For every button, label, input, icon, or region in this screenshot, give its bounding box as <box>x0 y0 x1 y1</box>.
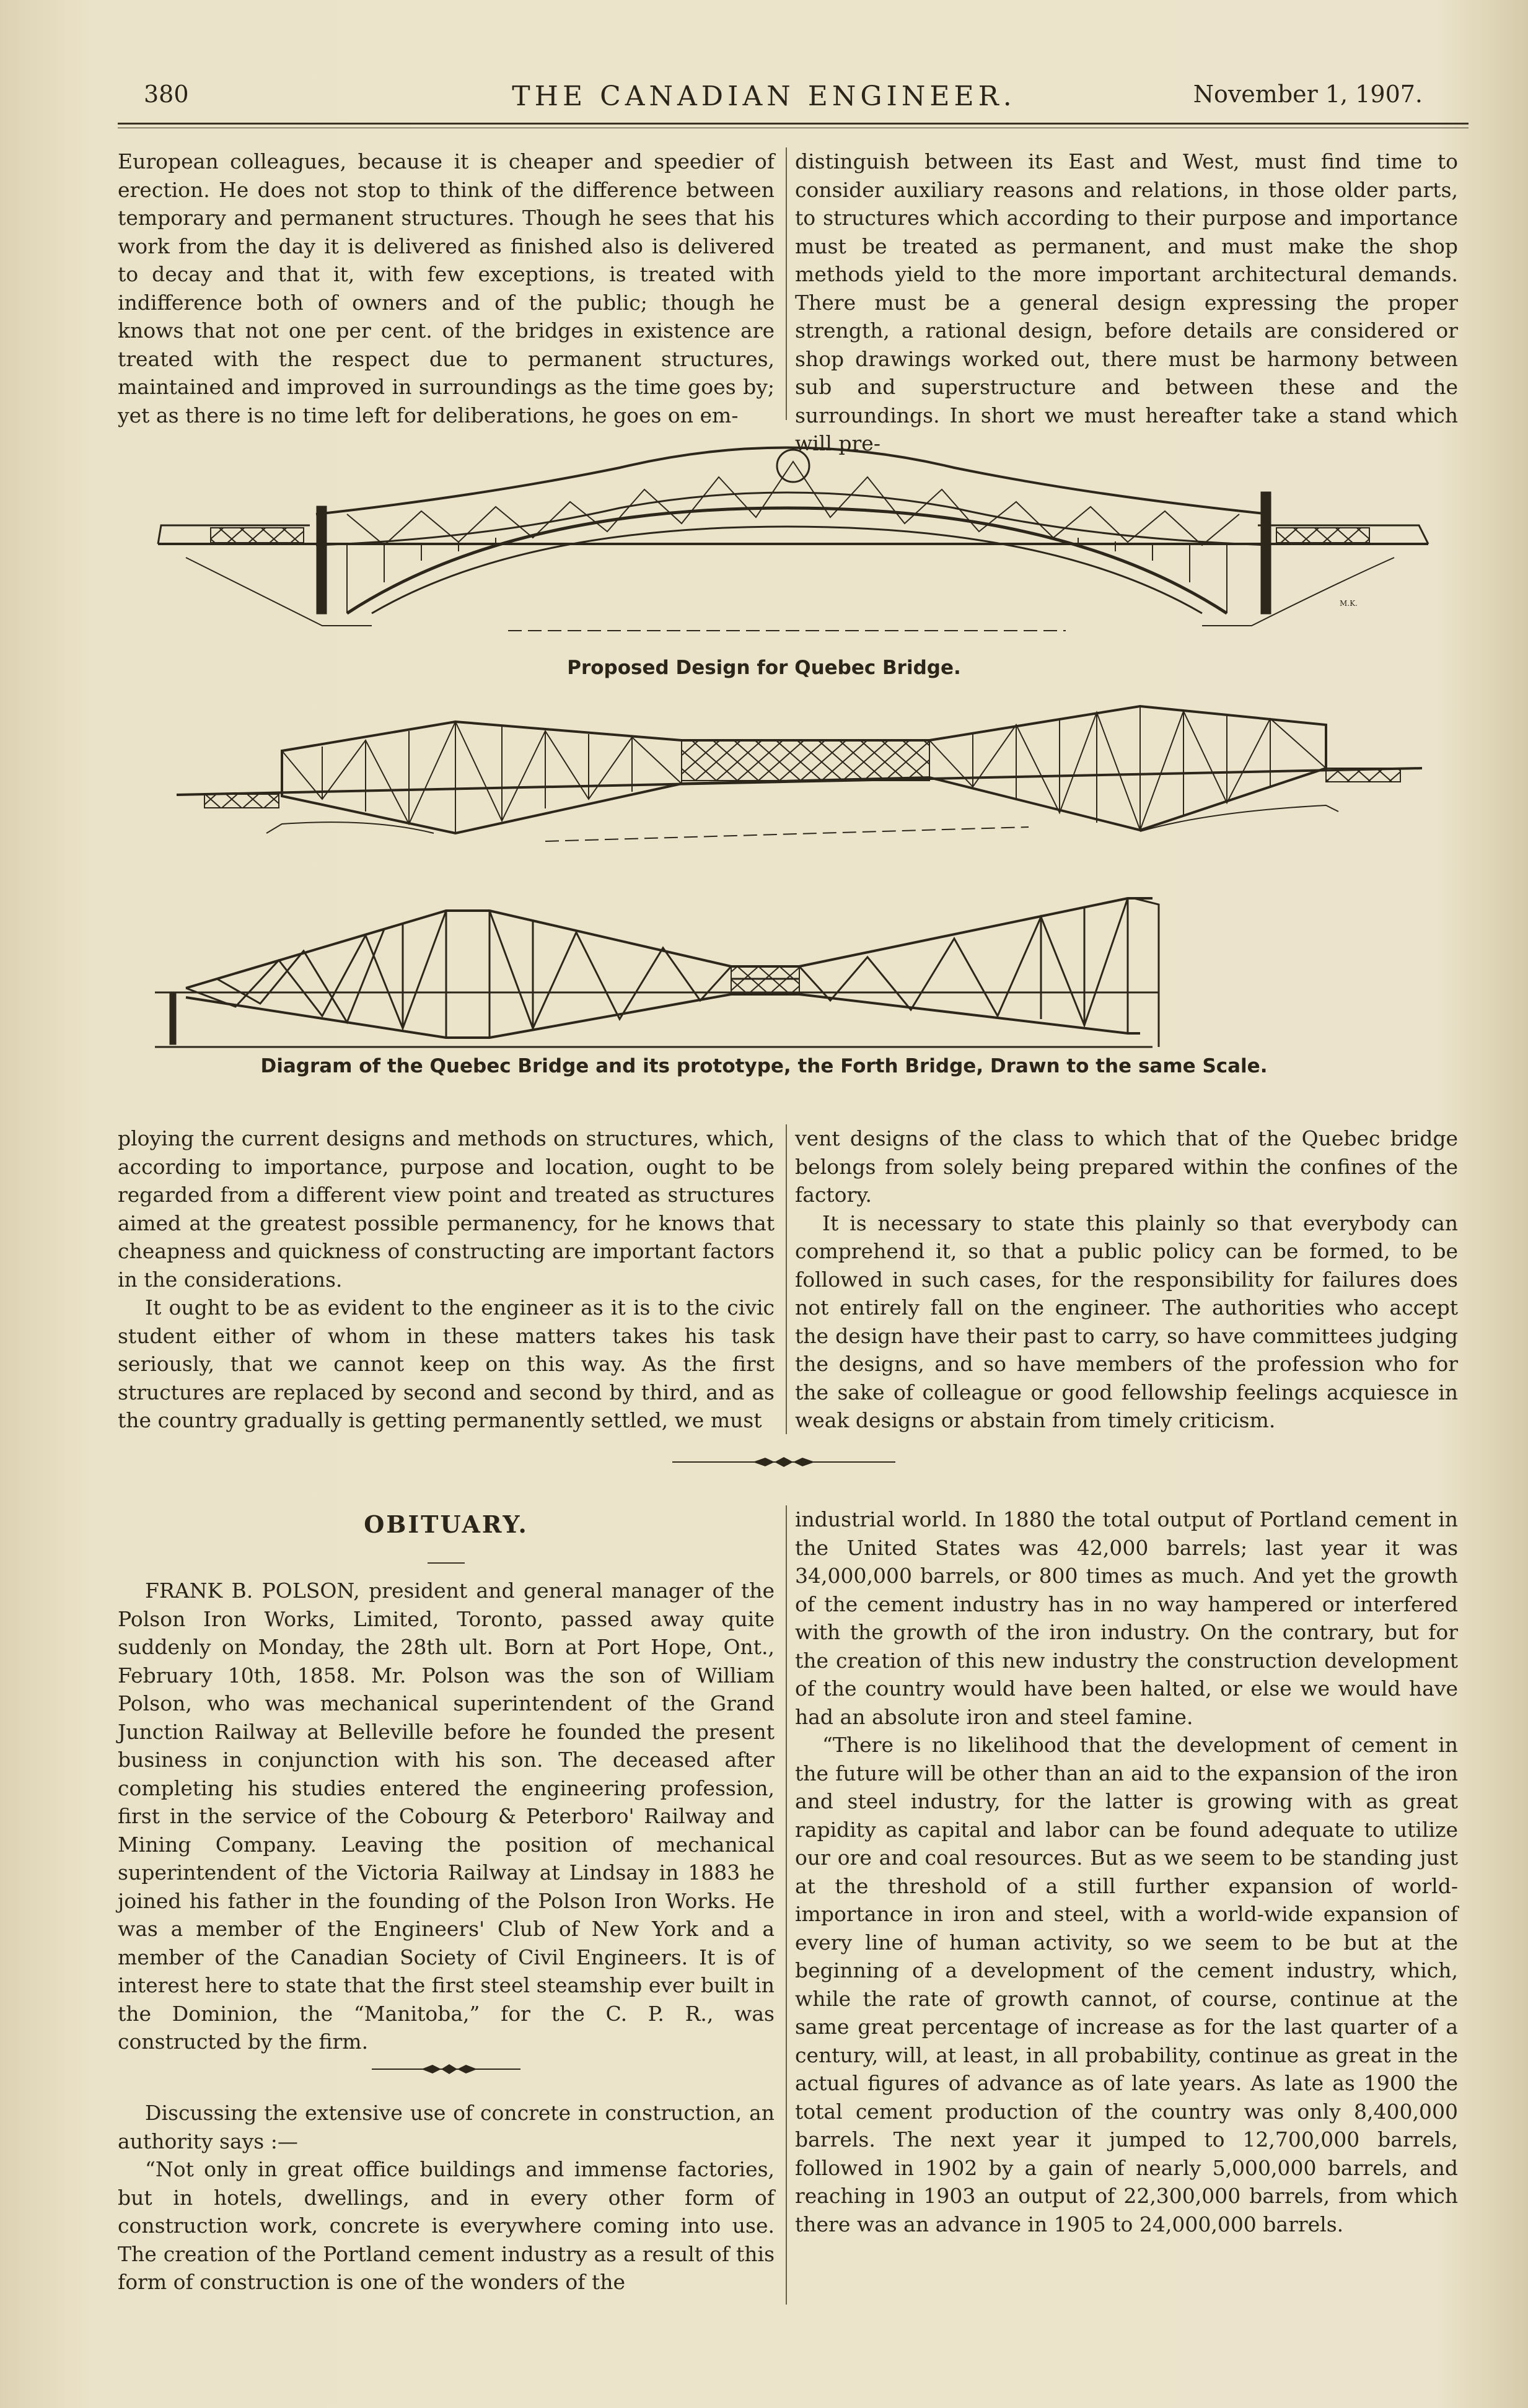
obituary-column <box>118 1577 775 2056</box>
issue-date: November 1, 1907. <box>1193 81 1423 108</box>
concrete-intro: Discussing the extensive use of concrete in construction, an authority says :— <box>118 2101 775 2153</box>
concrete-left-column <box>118 2099 775 2296</box>
concrete-right-p1: industrial world. In 1880 the total output of Portland cement in the United States was 42,000 barrels; last year it was 34,000,000 barrels, or 800 times as much. And yet the growth of the cement industry has in no way hampered or interfered with the growth of the iron industry. On the contrary, but for the creation of this new industry the construction development of the country would have been halted, or else we would have had an absolute iron and steel famine. <box>795 1507 1458 1729</box>
middle-right-p1: vent designs of the class to which that of the Quebec bridge belongs from solely being prepared within the confines of the factory. <box>795 1126 1458 1207</box>
column-divider-middle <box>786 1124 787 1434</box>
concrete-right-column <box>795 1505 1458 2238</box>
caption-proposed-design: Proposed Design for Quebec Bridge. <box>567 657 961 679</box>
artist-mark: M.K. <box>1340 599 1358 608</box>
concrete-right-p2: “There is no likelihood that the development of cement in the future will be other than an aid to the expansion of the iron and steel industry, for the latter is growing with as great rapidity as capital and labor can be found adequate to utilize our ore and coal resources. But as we seem to be standing just at the threshold of a still further expansion of world-importance in iron and steel, with a world-wide expansion of every line of human activity, so we seem to be but at the beginning of a development of the cement industry, which, while the rate of growth cannot, of course, continue at the same great percentage of increase as for the last quarter of a century, will, at least, in all probability, continue as great in the actual figures of advance as of late years. As late as 1900 the total cement production of the country was only 8,400,000 barrels. The next year it jumped to 12,700,000 barrels, followed in 1902 by a gain of nearly 5,000,000 barrels, and reaching in 1903 an output of 22,300,000 barrels, from which there was an advance in 1905 to 24,000,000 barrels. <box>795 1733 1458 2236</box>
top-left-text: European colleagues, because it is cheaper and speedier of erection. He does not stop to think of the difference between temporary and permanent structures. Though he sees that his work from the day it is delivered as finished also is delivered to decay and that it, with few exceptions, is treated with indifference both of owners and of the public; though he knows that not one per cent. of the bridges in existence are treated with the respect due to permanent structures, maintained and improved in surroundings as the time goes by; yet as there is no time left for deliberations, he goes on em- <box>118 149 775 427</box>
middle-left-p2: It ought to be as evident to the engineer as it is to the civic student either of whom in these matters takes his task seriously, that we cannot keep on this way. As the first structures are replaced by second and second by third, and as the country gradually is getting permanently settled, we must <box>118 1295 775 1432</box>
middle-left-p1: ploying the current designs and methods on structures, which, according to importance, purpose and location, ought to be regarded from a different view point and treated as structures aimed at the greatest possible permanency, for he knows that cheapness and quickness of constructing are important factors in the considerations. <box>118 1126 775 1292</box>
top-right-text: distinguish between its East and West, must find time to consider auxiliary reasons and relations, in those older parts, to structures which according to their purpose and importance must be treated as permanent, and must make the shop methods yield to the more important architectural demands. There must be a general design expressing the proper strength, a rational design, before details are considered or shop drawings worked out, there must be harmony between sub and superstructure and between these and the surroundings. In short we must hereafter take a stand which will pre- <box>795 149 1458 455</box>
middle-right-p2: It is necessary to state this plainly so that everybody can comprehend it, so that a public policy can be formed, to be followed in such cases, for the responsibility for failures does not entirely fall on the engineer. The authorities who accept the design have their past to carry, so have committees judging the designs, and so have members of the profession who for the sake of colleague or good fellowship feelings acquiesce in weak designs or abstain from timely criticism. <box>795 1211 1458 1432</box>
bridge-illustrations <box>0 0 1528 1090</box>
forth-bridge-drawing <box>155 898 1159 1047</box>
obituary-title: OBITUARY. <box>364 1510 529 1538</box>
middle-left-column <box>118 1124 775 1435</box>
middle-right-column <box>795 1124 1458 1435</box>
column-divider-bottom <box>786 1505 787 2305</box>
concrete-quote: “Not only in great office buildings and immense factories, but in hotels, dwellings, and in every other form of construction work, concrete is everywhere coming into use. The creation of the Portland cement industry as a result of this form of construction is one of the wonders of the <box>118 2157 775 2294</box>
obituary-title-rule <box>428 1562 465 1564</box>
caption-diagram: Diagram of the Quebec Bridge and its prototype, the Forth Bridge, Drawn to the same Scale. <box>260 1055 1268 1077</box>
quebec-bridge-drawing <box>177 706 1422 841</box>
obituary-ornament <box>372 2061 520 2077</box>
obituary-body: FRANK B. POLSON, president and general manager of the Polson Iron Works, Limited, Toronto, passed away quite suddenly on Monday, the 28th ult. Born at Port Hope, Ont., February 10th, 1858. Mr. Polson was the son of William Polson, who was mechanical superintendent of the Grand Junction Railway at Belleville before he founded the present business in conjunction with his son. The deceased after completing his studies entered the engineering profession, first in the service of the Cobourg & Peterboro' Railway and Mining Company. Leaving the position of mechanical superintendent of the Victoria Railway at Lindsay in 1883 he joined his father in the founding of the Polson Iron Works. He was a member of the Engineers' Club of New York and a member of the Canadian Society of Civil Engineers. It is of interest here to state that the first steel steamship ever built in the Dominion, the “Manitoba,” for the C. P. R., was constructed by the firm. <box>118 1578 775 2054</box>
proposed-quebec-bridge-drawing <box>158 448 1428 631</box>
section-ornament <box>672 1453 895 1471</box>
page-number: 380 <box>144 81 189 108</box>
journal-title: THE CANADIAN ENGINEER. <box>512 81 1016 112</box>
